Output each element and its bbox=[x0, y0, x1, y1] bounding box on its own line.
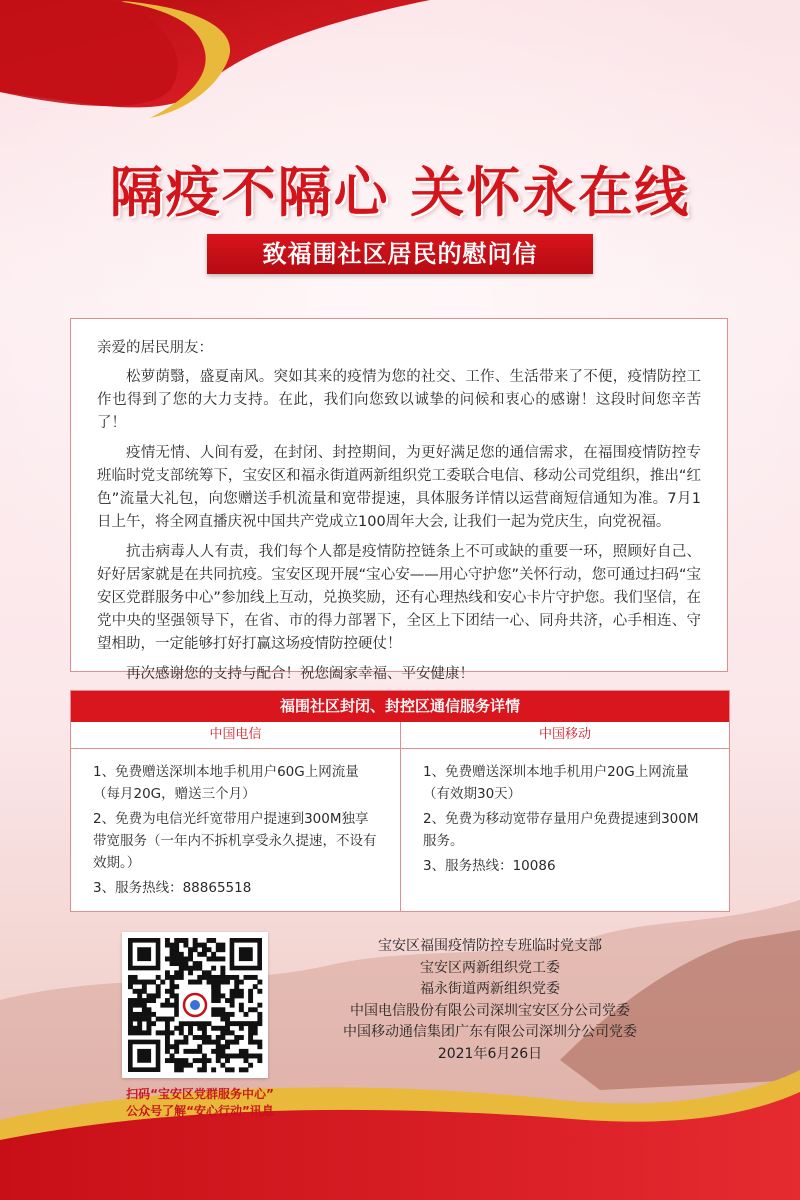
letter-greeting: 亲爱的居民朋友： bbox=[97, 340, 213, 356]
mobile-service-item: 1、免费赠送深圳本地手机用户20G上网流量（有效期30天） bbox=[423, 764, 689, 802]
organization-name: 中国电信股份有限公司深圳宝安区分公司党委 bbox=[350, 1002, 630, 1019]
page-title: 隔疫不隔心 关怀永在线 bbox=[109, 160, 691, 224]
telecom-service-item: 2、免费为电信光纤宽带用户提速到300M独享带宽服务（一年内不拆机享受永久提速，不设有效期。） bbox=[93, 811, 377, 871]
organization-name: 宝安区两新组织党工委 bbox=[420, 959, 560, 976]
signature-date: 2021年6月26日 bbox=[437, 1045, 543, 1062]
letter-panel bbox=[70, 318, 728, 682]
telecom-operator-name: 中国电信 bbox=[71, 722, 400, 749]
service-table-heading: 福围社区封闭、封控区通信服务详情 bbox=[71, 691, 729, 722]
letter-paragraph: 再次感谢您的支持与配合！祝您阖家幸福、平安健康！ bbox=[126, 666, 474, 682]
letter-paragraph: 抗击病毒人人有责，我们每个人都是疫情防控链条上不可或缺的重要一环，照顾好自己、好好居家就是在共同抗疫。宝安区现开展“宝心安——用心守护您”关怀行动，您可通过扫码“宝安区党群服务中心”参加线上互动，兑换奖励，还有心理热线和安心卡片守护您。我们坚信，在党中央的坚强领导下，在省、市的得力部署下，全区上下团结一心、同舟共济，心手相连、守望相助，一定能够打好打赢这场疫情防控硬仗！ bbox=[97, 544, 701, 652]
qr-code[interactable] bbox=[122, 932, 268, 1078]
organization-name: 宝安区福围疫情防控专班临时党支部 bbox=[378, 938, 602, 954]
service-table bbox=[70, 690, 730, 912]
subtitle-text: 致福围社区居民的慰问信 bbox=[207, 234, 593, 274]
qr-caption-line: 扫码“宝安区党群服务中心” bbox=[126, 1087, 274, 1101]
organization-signatures bbox=[290, 936, 690, 1065]
mobile-column bbox=[400, 722, 729, 911]
qr-caption-line: 公众号了解“安心行动”讯息 bbox=[126, 1104, 274, 1118]
organization-name: 福永街道两新组织党委 bbox=[420, 981, 560, 997]
qr-code-icon bbox=[122, 932, 268, 1078]
letter-paragraph: 松萝荫翳，盛夏南风。突如其来的疫情为您的社交、工作、生活带来了不便，疫情防控工作也得到了您的大力支持。在此，我们向您致以诚挚的问候和衷心的感谢！这段时间您辛苦了！ bbox=[97, 369, 701, 431]
mobile-service-item: 2、免费为移动宽带存量用户免费提速到300M服务。 bbox=[423, 811, 699, 849]
organization-name: 中国移动通信集团广东有限公司深圳分公司党委 bbox=[343, 1024, 637, 1040]
telecom-service-item: 3、服务热线：88865518 bbox=[93, 880, 252, 896]
telecom-column bbox=[71, 722, 400, 911]
subtitle-banner bbox=[207, 234, 593, 274]
mobile-service-item: 3、服务热线：10086 bbox=[423, 858, 556, 874]
letter-paragraph: 疫情无情、人间有爱，在封闭、封控期间，为更好满足您的通信需求，在福围疫情防控专班临时党支部统筹下，宝安区和福永街道两新组织党工委联合电信、移动公司党组织，推出“红色”流量大礼包，向您赠送手机流量和宽带提速，具体服务详情以运营商短信通知为准。7月1日上午，将全网直播庆祝中国共产党成立100周年大会, 让我们一起为党庆生，向党祝福。 bbox=[97, 445, 701, 530]
telecom-service-item: 1、免费赠送深圳本地手机用户60G上网流量（每月20G，赠送三个月） bbox=[93, 764, 359, 802]
mobile-operator-name: 中国移动 bbox=[401, 722, 729, 749]
qr-caption bbox=[90, 1086, 310, 1120]
